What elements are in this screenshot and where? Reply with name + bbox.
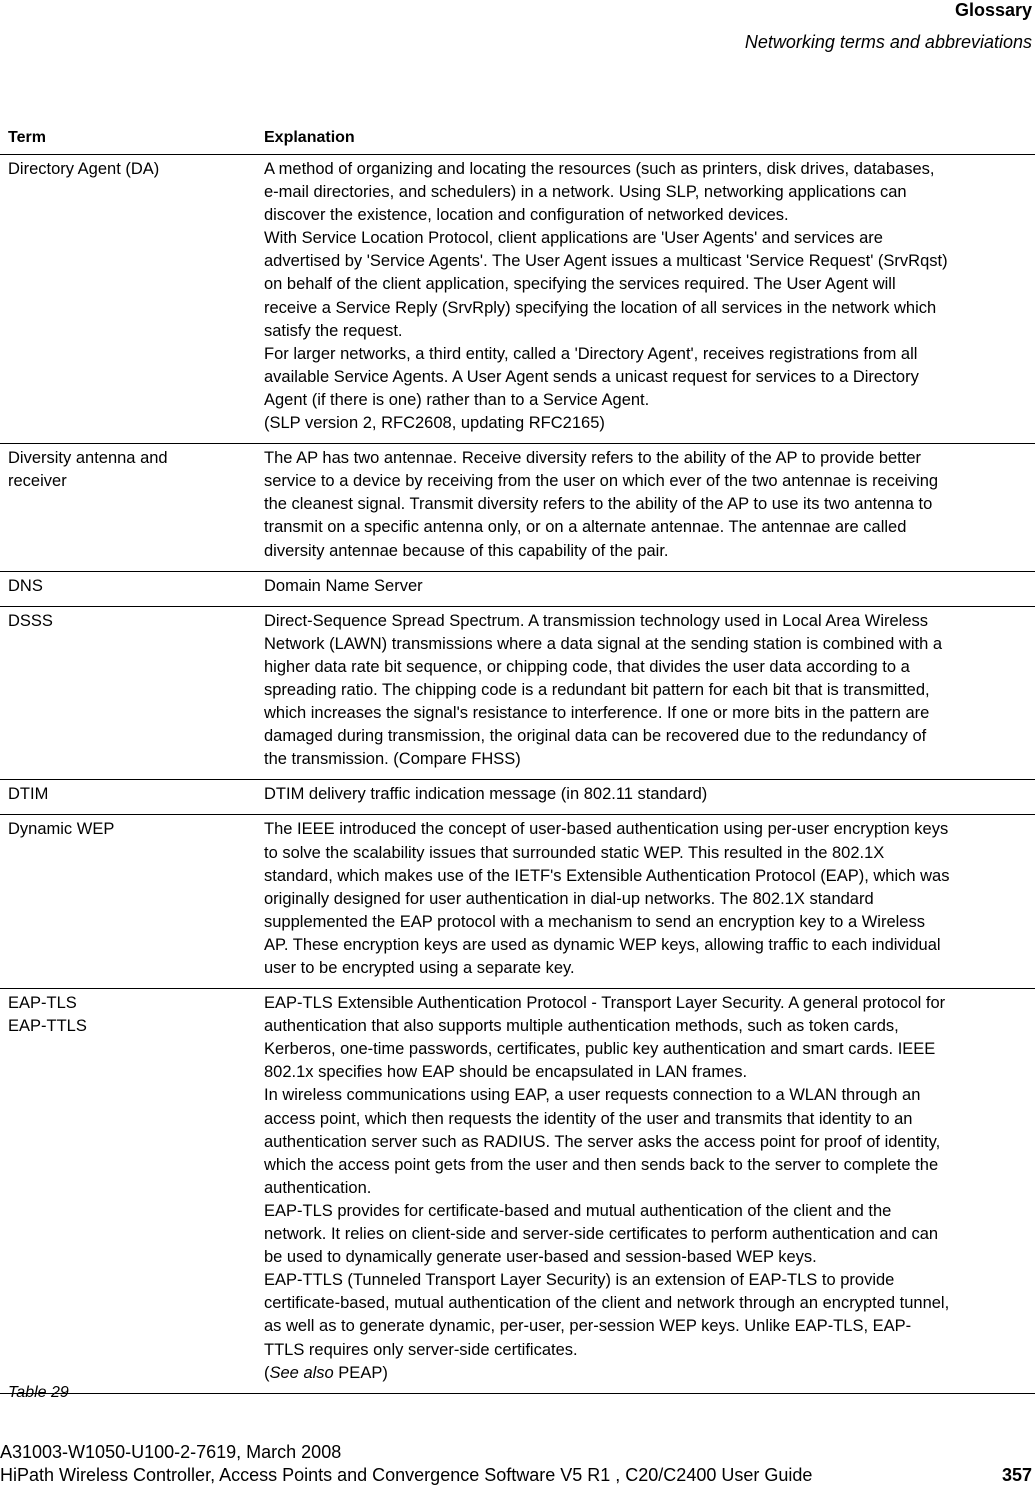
running-header-title: Glossary bbox=[954, 0, 1032, 20]
term-cell bbox=[0, 610, 264, 772]
explanation-line: EAP-TTLS (Tunneled Transport Layer Security) is an extension of EAP-TLS to provide bbox=[264, 1271, 895, 1290]
see-also-line bbox=[264, 1362, 1033, 1385]
see-also-open: ( bbox=[264, 1363, 270, 1382]
explanation-line: certificate-based, mutual authentication of the client and network through an encrypted tunnel, bbox=[264, 1294, 950, 1313]
explanation-cell bbox=[264, 818, 1035, 980]
explanation-line: 802.1x specifies how EAP should be encapsulated in LAN frames. bbox=[264, 1063, 748, 1082]
term-line: receiver bbox=[8, 472, 67, 491]
explanation-cell bbox=[264, 610, 1035, 772]
footer-doc-id: A31003-W1050-U100-2-7619, March 2008 bbox=[0, 1442, 342, 1462]
explanation-line: service to a device by receiving from the user on which ever of the two antennae is receiving bbox=[264, 472, 939, 491]
explanation-cell bbox=[264, 158, 1035, 435]
explanation-line: For larger networks, a third entity, called a 'Directory Agent', receives registrations from all bbox=[264, 344, 918, 363]
explanation-line: EAP-TLS Extensible Authentication Protocol - Transport Layer Security. A general protocol for bbox=[264, 994, 946, 1013]
table-row bbox=[0, 815, 1035, 989]
explanation-line: discover the existence, location and configuration of networked devices. bbox=[264, 206, 789, 225]
explanation-line: higher data rate bit sequence, or chipping code, that divides the user data according to a bbox=[264, 657, 910, 676]
term-line: DTIM bbox=[8, 785, 49, 804]
table-row bbox=[0, 780, 1035, 815]
explanation-line: receive a Service Reply (SrvRply) specifying the location of all services in the network which bbox=[264, 298, 937, 317]
explanation-line: TTLS requires only server-side certificates. bbox=[264, 1340, 578, 1359]
explanation-line: satisfy the request. bbox=[264, 321, 403, 340]
explanation-line: transmit on a specific antenna only, or on a alternate antennae. The antennae are called bbox=[264, 518, 907, 537]
explanation-line: The AP has two antennae. Receive diversity refers to the ability of the AP to provide better bbox=[264, 449, 922, 468]
explanation-line: network. It relies on client-side and server-side certificates to perform authentication and can bbox=[264, 1225, 939, 1244]
see-also-reference: PEAP) bbox=[333, 1363, 388, 1382]
explanation-line: With Service Location Protocol, client applications are 'User Agents' and services are bbox=[264, 229, 883, 248]
explanation-line: diversity antennae because of this capability of the pair. bbox=[264, 541, 669, 560]
explanation-line: as well as to generate dynamic, per-user, per-session WEP keys. Unlike EAP-TLS, EAP- bbox=[264, 1317, 912, 1336]
explanation-line: spreading ratio. The chipping code is a redundant bit pattern for each bit that is transmitted, bbox=[264, 680, 930, 699]
explanation-line: which the access point gets from the user and then sends back to the server to complete the bbox=[264, 1155, 939, 1174]
explanation-line: (SLP version 2, RFC2608, updating RFC2165) bbox=[264, 414, 605, 433]
explanation-line: standard, which makes use of the IETF's Extensible Authentication Protocol (EAP), which was bbox=[264, 866, 950, 885]
explanation-line: the cleanest signal. Transmit diversity refers to the ability of the AP to use its two antenna to bbox=[264, 495, 933, 514]
explanation-line: damaged during transmission, the original data can be recovered due to the redundancy of bbox=[264, 727, 927, 746]
table-row bbox=[0, 607, 1035, 781]
table-row bbox=[0, 989, 1035, 1394]
term-cell bbox=[0, 447, 264, 562]
term-line: DNS bbox=[8, 576, 43, 595]
explanation-line: the transmission. (Compare FHSS) bbox=[264, 750, 521, 769]
term-cell bbox=[0, 992, 264, 1385]
explanation-line: DTIM delivery traffic indication message (in 802.11 standard) bbox=[264, 785, 708, 804]
table-row bbox=[0, 572, 1035, 607]
term-line: Diversity antenna and bbox=[8, 449, 168, 468]
term-cell bbox=[0, 575, 264, 598]
explanation-line: A method of organizing and locating the resources (such as printers, disk drives, databases, bbox=[264, 160, 935, 178]
term-cell bbox=[0, 158, 264, 435]
explanation-line: be used to dynamically generate user-based and session-based WEP keys. bbox=[264, 1248, 817, 1267]
explanation-line: originally designed for user authentication in dial-up networks. The 802.1X standard bbox=[264, 889, 874, 908]
column-header-explanation: Explanation bbox=[264, 129, 355, 146]
explanation-line: advertised by 'Service Agents'. The User Agent issues a multicast 'Service Request' (SrvRqst) bbox=[264, 252, 948, 271]
explanation-cell bbox=[264, 575, 1035, 598]
term-line: Dynamic WEP bbox=[8, 820, 115, 839]
explanation-cell bbox=[264, 447, 1035, 562]
explanation-cell bbox=[264, 992, 1035, 1385]
explanation-line: authentication server such as RADIUS. The server asks the access point for proof of identity, bbox=[264, 1132, 941, 1151]
explanation-line: Domain Name Server bbox=[264, 576, 423, 595]
explanation-line: user to be encrypted using a separate key. bbox=[264, 959, 575, 977]
table-body bbox=[0, 155, 1035, 1394]
table-caption: Table 29 bbox=[8, 1384, 69, 1401]
explanation-line: authentication that also supports multiple authentication methods, such as token cards, bbox=[264, 1017, 899, 1036]
explanation-line: authentication. bbox=[264, 1178, 372, 1197]
explanation-line: to solve the scalability issues that surrounded static WEP. This resulted in the 802.1X bbox=[264, 843, 885, 862]
see-also-label: See also bbox=[269, 1363, 334, 1382]
explanation-line: AP. These encryption keys are used as dynamic WEP keys, allowing traffic to each individual bbox=[264, 935, 941, 954]
table-header-row bbox=[0, 125, 1035, 155]
explanation-line: Agent (if there is one) rather than to a Service Agent. bbox=[264, 390, 650, 409]
explanation-cell bbox=[264, 783, 1035, 806]
table-row bbox=[0, 444, 1035, 571]
explanation-line: Network (LAWN) transmissions where a data signal at the sending station is combined with a bbox=[264, 634, 943, 653]
footer-page-number: 357 bbox=[1001, 1465, 1032, 1485]
explanation-line: EAP-TLS provides for certificate-based and mutual authentication of the client and the bbox=[264, 1201, 892, 1220]
running-header-subtitle: Networking terms and abbreviations bbox=[744, 32, 1032, 52]
explanation-line: supplemented the EAP protocol with a mechanism to send an encryption key to a Wireless bbox=[264, 912, 925, 931]
explanation-line: on behalf of the client application, specifying the services required. The User Agent will bbox=[264, 275, 896, 294]
term-line: EAP-TLS bbox=[8, 994, 77, 1013]
term-line: EAP-TTLS bbox=[8, 1017, 87, 1036]
term-line: Directory Agent (DA) bbox=[8, 160, 160, 178]
explanation-line: The IEEE introduced the concept of user-based authentication using per-user encryption keys bbox=[264, 820, 949, 839]
explanation-line: which increases the signal's resistance to interference. If one or more bits in the pattern are bbox=[264, 704, 930, 723]
term-line: DSSS bbox=[8, 611, 53, 630]
column-header-term: Term bbox=[8, 129, 46, 146]
term-cell bbox=[0, 818, 264, 980]
term-cell bbox=[0, 783, 264, 806]
footer-doc-title: HiPath Wireless Controller, Access Points and Convergence Software V5 R1 , C20/C2400 User Guide bbox=[0, 1465, 813, 1485]
explanation-line: Direct-Sequence Spread Spectrum. A transmission technology used in Local Area Wireless bbox=[264, 611, 929, 630]
explanation-line: available Service Agents. A User Agent sends a unicast request for services to a Directory bbox=[264, 367, 919, 386]
glossary-table bbox=[0, 125, 1035, 1394]
explanation-line: access point, which then requests the identity of the user and transmits that identity to an bbox=[264, 1109, 913, 1128]
table-row bbox=[0, 155, 1035, 444]
explanation-line: e-mail directories, and schedulers) in a network. Using SLP, networking applications can bbox=[264, 183, 907, 202]
explanation-line: Kerberos, one-time passwords, certificates, public key authentication and smart cards. IEEE bbox=[264, 1040, 936, 1059]
explanation-line: In wireless communications using EAP, a user requests connection to a WLAN through an bbox=[264, 1086, 921, 1105]
